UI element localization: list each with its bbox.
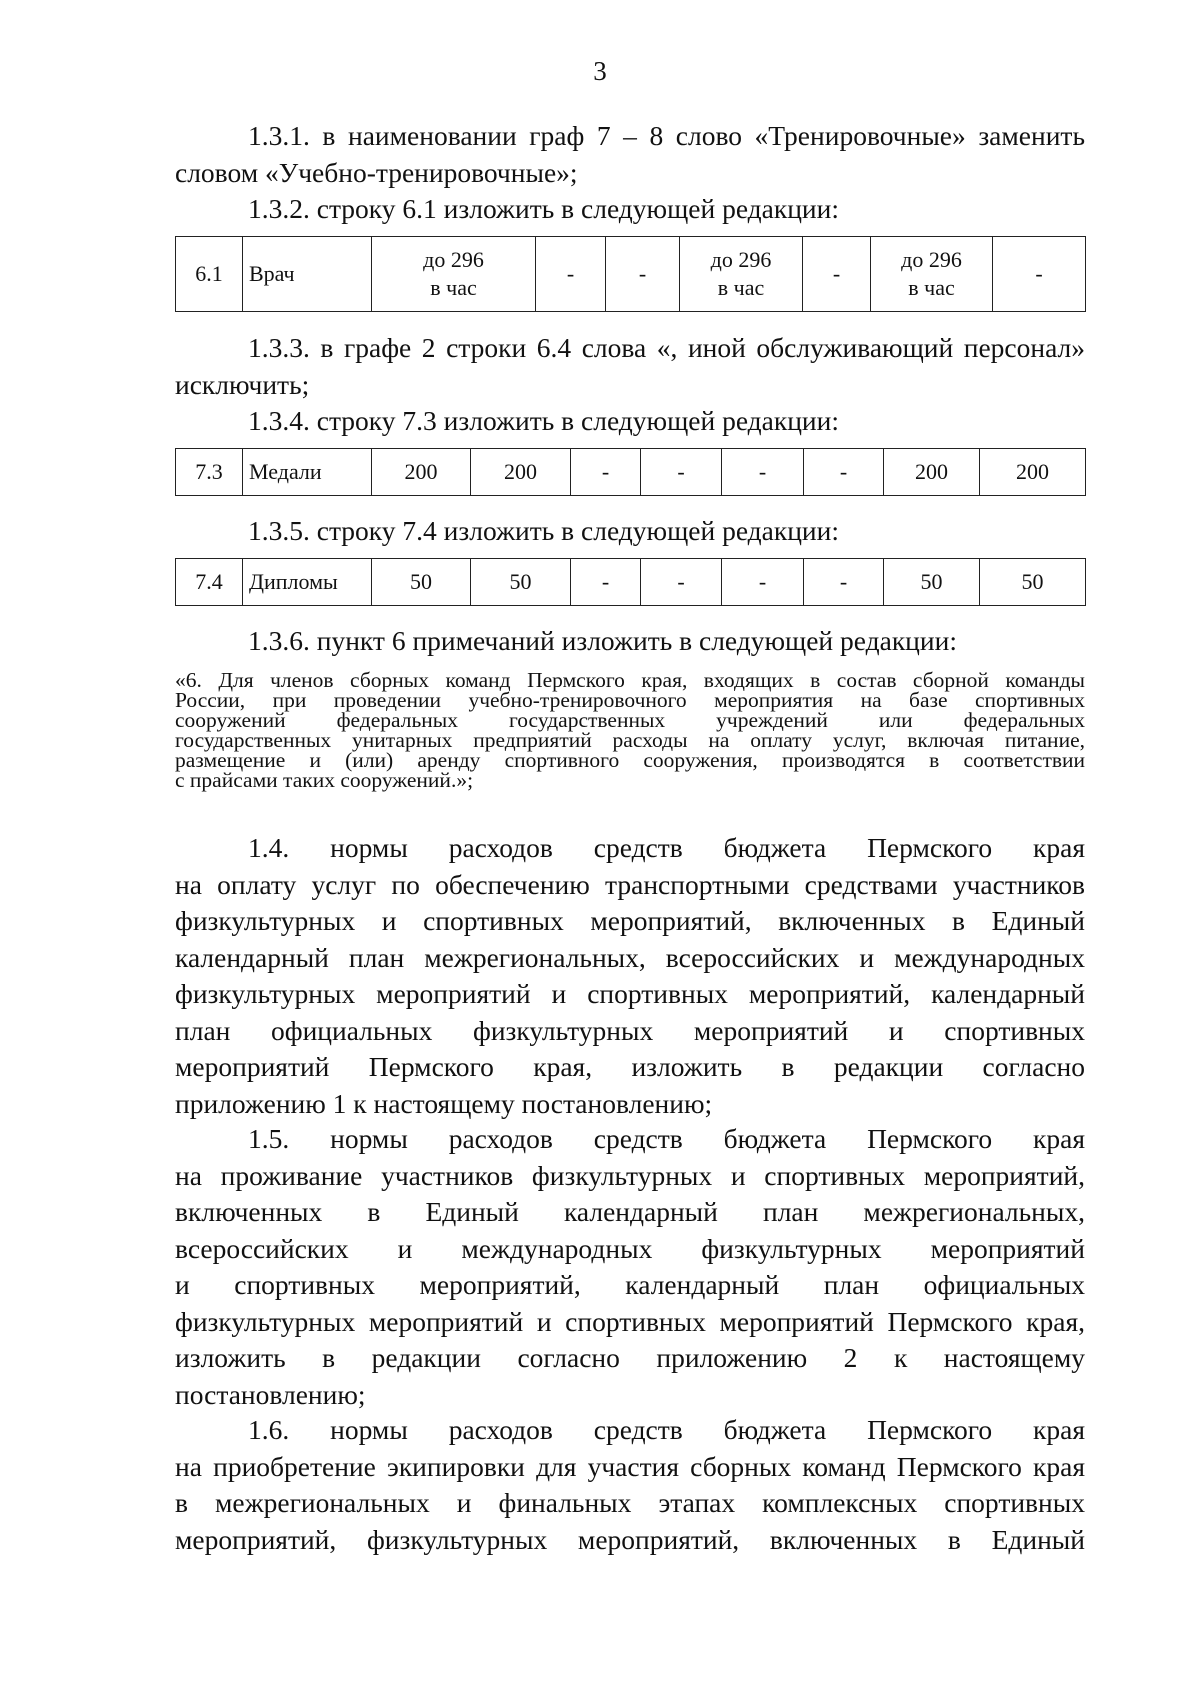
table-cell: - — [536, 237, 606, 312]
text-line: в межрегиональных и финальных этапах комплексных спортивных — [175, 1487, 1085, 1518]
text-line: приложению 1 к настоящему постановлению; — [175, 1087, 713, 1119]
text-line: 1.3.5. строку 7.4 изложить в следующей редакции: — [248, 515, 840, 546]
text-line: 1.6. нормы расходов средств бюджета Пермского края — [248, 1414, 1085, 1445]
paragraph-1-3-2 — [175, 191, 1085, 228]
table-cell: - — [571, 559, 641, 606]
table-cell: 200 — [980, 449, 1086, 496]
paragraph-1-4 — [175, 830, 1085, 1122]
table-cell: - — [804, 559, 884, 606]
table-cell: - — [993, 237, 1086, 312]
text-line: 1.3.6. пункт 6 примечаний изложить в следующей редакции: — [248, 625, 957, 656]
table-cell: - — [641, 559, 722, 606]
text-line: и спортивных мероприятий, календарный план официальных — [175, 1269, 1085, 1300]
text-line: размещение и (или) аренду спортивного сооружения, производятся в соответствии — [175, 748, 1085, 772]
text-line: всероссийских и международных физкультурных мероприятий — [175, 1232, 1085, 1264]
text-line: мероприятий, физкультурных мероприятий, включенных в Единый — [175, 1523, 1085, 1555]
text-line: 1.3.3. в графе 2 строки 6.4 слова «, иной обслуживающий персонал» — [248, 332, 1085, 363]
paragraph-1-3-5 — [175, 513, 1085, 550]
text-line: физкультурных мероприятий и спортивных мероприятий Пермского края, — [175, 1305, 1085, 1337]
text-line: на проживание участников физкультурных и спортивных мероприятий, — [175, 1159, 1085, 1191]
table-cell: до 296 в час — [680, 237, 803, 312]
table-cell: 50 — [372, 559, 471, 606]
text-line: постановлению; — [175, 1378, 366, 1410]
note-6 — [175, 670, 1085, 790]
table-cell: 7.4 — [176, 559, 243, 606]
paragraph-1-3-4 — [175, 403, 1085, 440]
text-line: изложить в редакции согласно приложению 2 к настоящему — [175, 1342, 1085, 1373]
table-cell: до 296 в час — [871, 237, 993, 312]
paragraph-1-3-1 — [175, 118, 1085, 191]
text-line: словом «Учебно-тренировочные»; — [175, 156, 578, 188]
table-cell: 200 — [471, 449, 571, 496]
table-cell: Медали — [243, 449, 372, 496]
text-line: включенных в Единый календарный план межрегиональных, — [175, 1196, 1085, 1227]
text-line: с прайсами таких сооружений.»; — [175, 768, 474, 792]
text-line: на оплату услуг по обеспечению транспортными средствами участников — [175, 868, 1085, 900]
table-cell: Врач — [243, 237, 372, 312]
table-cell: - — [571, 449, 641, 496]
paragraph-1-5 — [175, 1121, 1085, 1413]
table-cell: - — [641, 449, 722, 496]
table-row-6-1 — [175, 236, 1086, 312]
paragraph-1-3-6 — [175, 623, 1085, 660]
table-cell: 200 — [372, 449, 471, 496]
table-cell: 50 — [980, 559, 1086, 606]
text-line: 1.3.1. в наименовании граф 7 – 8 слово «Тренировочные» заменить — [248, 120, 1085, 151]
text-line: 1.5. нормы расходов средств бюджета Пермского края — [248, 1123, 1085, 1154]
table-cell: 6.1 — [176, 237, 243, 312]
text-line: исключить; — [175, 368, 310, 400]
page-number: 3 — [593, 56, 607, 86]
text-line: 1.3.4. строку 7.3 изложить в следующей редакции: — [248, 405, 840, 436]
text-line: физкультурных мероприятий и спортивных мероприятий, календарный — [175, 978, 1085, 1009]
text-line: России, при проведении учебно-тренировочного мероприятия на базе спортивных — [175, 688, 1085, 712]
table-cell: Дипломы — [243, 559, 372, 606]
table-cell: - — [804, 449, 884, 496]
table-cell: 50 — [884, 559, 980, 606]
paragraph-1-6 — [175, 1412, 1085, 1558]
text-line: мероприятий Пермского края, изложить в редакции согласно — [175, 1051, 1085, 1082]
text-line: календарный план межрегиональных, всероссийских и международных — [175, 941, 1085, 973]
text-line: план официальных физкультурных мероприятий и спортивных — [175, 1014, 1085, 1046]
paragraph-1-3-3 — [175, 330, 1085, 403]
table-cell: 200 — [884, 449, 980, 496]
table-row-7-4 — [175, 558, 1086, 606]
text-line: 1.3.2. строку 6.1 изложить в следующей редакции: — [248, 193, 840, 224]
table-cell: - — [722, 449, 804, 496]
text-line: сооружений федеральных государственных учреждений или федеральных — [175, 708, 1085, 732]
table-row-7-3 — [175, 448, 1086, 496]
text-line: 1.4. нормы расходов средств бюджета Пермского края — [248, 832, 1085, 863]
table-cell: 50 — [471, 559, 571, 606]
table-cell: - — [803, 237, 871, 312]
table-cell: 7.3 — [176, 449, 243, 496]
table-cell: до 296 в час — [372, 237, 536, 312]
text-line: на приобретение экипировки для участия сборных команд Пермского края — [175, 1450, 1085, 1482]
text-line: «6. Для членов сборных команд Пермского края, входящих в состав сборной команды — [175, 668, 1085, 692]
text-line: государственных унитарных предприятий расходы на оплату услуг, включая питание, — [175, 728, 1085, 752]
text-line: физкультурных и спортивных мероприятий, включенных в Единый — [175, 905, 1085, 936]
table-cell: - — [606, 237, 680, 312]
table-cell: - — [722, 559, 804, 606]
